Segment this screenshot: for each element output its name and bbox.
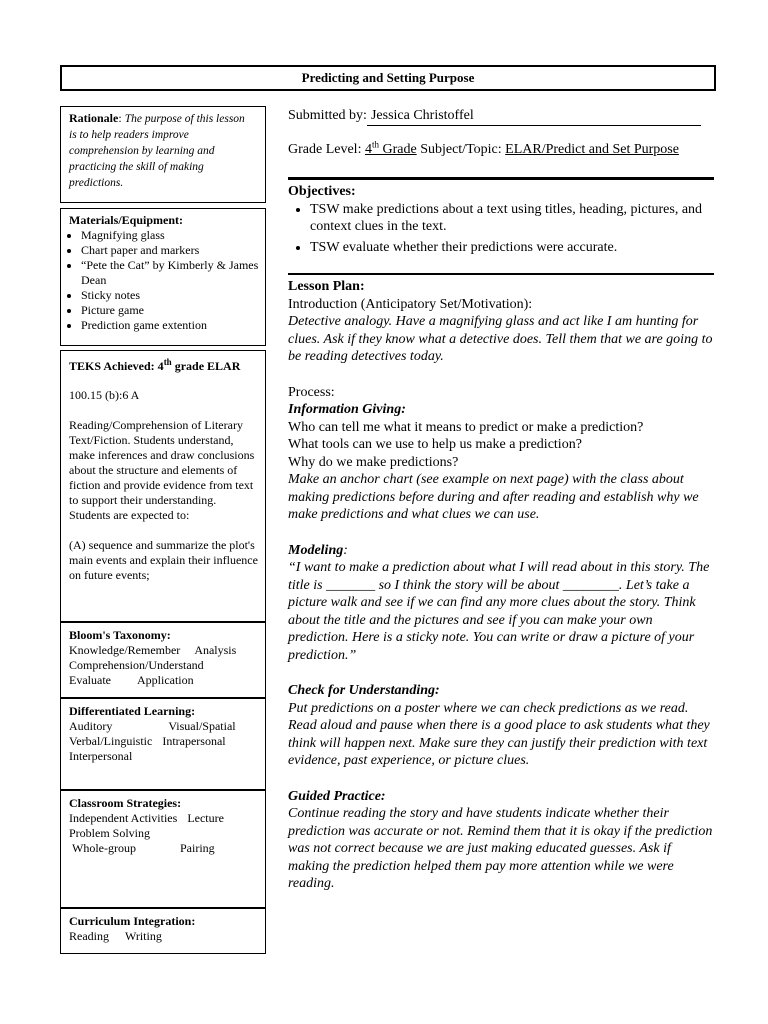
rationale-label: Rationale [69,111,119,125]
check-text: Put predictions on a poster where we can check predictions as we read. Read aloud and pause when there is a good place to ask students what they think will happen next. Make sure they can justify their prediction with text evidence, past experience, or picture clues. [288,700,710,768]
submitted-row [288,107,714,126]
materials-label: Materials/Equipment: [69,213,183,227]
strategies-line1 [69,811,265,826]
strategies-label: Classroom Strategies: [69,796,182,810]
differentiated-item: Intrapersonal [162,734,226,748]
objectives-section [288,183,714,256]
submitted-name: Jessica Christoffel [370,108,474,123]
teks-label [69,359,259,374]
differentiated-item: Verbal/Linguistic [69,734,153,748]
divider [288,273,714,275]
guided-text: Continue reading the story and have students indicate whether their prediction was accurate or not. Remind them that it is okay if the prediction was not correct because we are just making educated guesses. Ask if making the prediction helped them pay more attention while we were reading. [288,806,713,891]
subject-value: ELAR/Predict and Set Purpose [505,142,679,157]
divider [288,177,714,180]
teks-code: 100.15 (b):6 A [69,388,140,402]
strategies-box [60,790,266,908]
teks-box [60,350,266,622]
intro-label: Introduction (Anticipatory Set/Motivation): [288,296,533,312]
teks-text: Reading/Comprehension of Literary Text/Fiction. Students understand, make inferences and draw conclusions about the structure and elements of fiction and provide evidence from text to support their understanding. Students are expected to: [69,418,255,522]
teks-label-text: TEKS Achieved: 4 [69,359,164,373]
teks-label-rest: grade ELAR [171,359,241,373]
differentiated-label: Differentiated Learning: [69,704,196,718]
blooms-line1 [69,643,265,658]
materials-item: • Magnifying glass [81,228,265,243]
materials-item: • Chart paper and markers [81,243,265,258]
blooms-item: Evaluate [69,673,111,687]
blooms-label: Bloom's Taxonomy: [69,628,171,642]
info-text: Make an anchor chart (see example on next page) with the class about making predictions before during and after reading and establish why we make predictions and what clues we can use. [288,472,699,522]
objective-item: • TSW evaluate whether their predictions were accurate. [310,239,714,257]
intro-text: Detective analogy. Have a magnifying glass and act like I am hunting for clues. Ask if they know what a detective does. Tell them that we are going to be reading detectives today. [288,314,713,364]
blooms-item: Analysis [194,643,237,657]
submitted-label: Submitted by: [288,108,367,123]
materials-item: • Prediction game extention [81,318,265,333]
check-label: Check for Understanding: [288,683,440,698]
rationale-text: The purpose of this lesson is to help readers improve comprehension by learning and practicing the skill of making predictions. [69,113,245,189]
differentiated-line2 [69,734,265,749]
rationale-box [60,106,266,203]
grade-value-sup: th [371,139,379,150]
curriculum-item: Reading [69,929,109,943]
blooms-box [60,622,266,698]
lesson-plan-label: Lesson Plan: [288,279,365,294]
strategies-item: Lecture [187,811,224,825]
strategies-item: Independent Activities [69,811,178,825]
differentiated-box [60,698,266,790]
curriculum-box [60,908,266,954]
blooms-item: Comprehension/Understand [69,658,204,672]
blooms-item: Knowledge/Remember [69,643,181,657]
info-question: Why do we make predictions? [288,454,459,470]
strategies-item: Whole-group [72,841,136,855]
differentiated-line1 [69,719,265,734]
guided-label: Guided Practice: [288,788,386,804]
objective-item: • TSW make predictions about a text using titles, heading, pictures, and context clues in the text. [310,201,714,236]
grade-value [364,139,417,157]
process-label: Process: [288,384,335,400]
blooms-item: Application [136,673,194,687]
modeling-label: Modeling [288,542,344,558]
materials-box [60,208,266,346]
objectives-list [288,201,714,257]
modeling-text: “I want to make a prediction about what I will read about in this story. The title is _______ so I think the story will be about ________. Let’s take a picture walk and see if we can find any more clues about the story. Think about the title and the pictures and see if you can make your own prediction. Here is a sticky note. You can write or draw a picture of your prediction.” [288,560,710,663]
submitted-value [367,107,701,126]
strategies-item: Pairing [179,841,215,855]
modeling-heading [288,542,714,560]
materials-item: • “Pete the Cat” by Kimberly & James Dean [81,258,265,288]
lesson-plan-section [288,278,714,893]
info-question: What tools can we use to help us make a prediction? [288,437,582,452]
info-question: Who can tell me what it means to predict or make a prediction? [288,419,644,435]
page-title: Predicting and Setting Purpose [60,65,716,91]
materials-list [61,228,265,333]
differentiated-item: Interpersonal [69,749,133,763]
strategies-item: Problem Solving [69,826,151,840]
teks-label-sup: th [163,357,172,367]
grade-value-rest: Grade [378,142,417,157]
curriculum-item: Writing [125,929,162,943]
subject-label: Subject/Topic: [416,142,506,157]
differentiated-item: Visual/Spatial [168,719,236,733]
differentiated-item: Auditory [69,719,113,733]
blooms-line3 [69,673,265,688]
grade-value-num: 4 [364,142,372,157]
curriculum-label: Curriculum Integration: [69,914,196,928]
rationale-colon: : [118,111,122,125]
grade-row [288,141,714,159]
objectives-label: Objectives: [288,184,356,199]
strategies-line3 [69,841,265,856]
info-label: Information Giving: [288,402,406,417]
teks-item-a: (A) sequence and summarize the plot's main events and explain their influence on future events; [69,538,258,582]
curriculum-line1 [69,929,265,944]
grade-label: Grade Level: [288,142,365,157]
materials-item: • Sticky notes [81,288,265,303]
modeling-colon: : [343,542,348,558]
materials-item: • Picture game [81,303,265,318]
